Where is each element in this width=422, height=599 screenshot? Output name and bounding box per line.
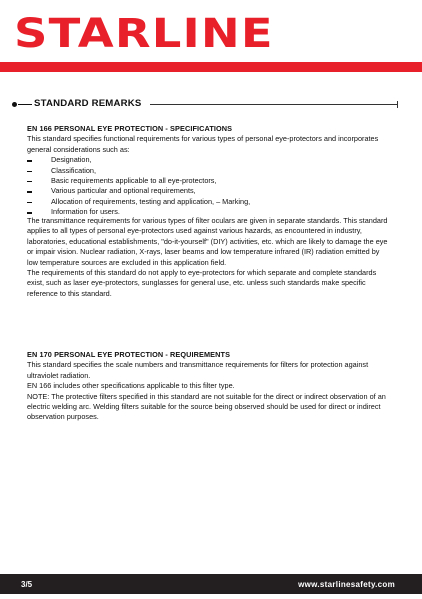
- section-rule-end: [397, 101, 398, 108]
- en170-block: [27, 350, 392, 423]
- en166-paragraph-3: The requirements of this standard do not apply to eye-protectors for which separate and complete standards exist, such as laser eye-protectors, sunglasses for general use, etc. unless such standards make specific reference to this standard.: [27, 268, 377, 298]
- en170-paragraph-2: EN 166 includes other specifications applicable to this filter type.: [27, 381, 235, 391]
- en166-heading: EN 166 PERSONAL EYE PROTECTION - SPECIFICATIONS: [27, 124, 233, 133]
- list-item: Classification,: [27, 166, 392, 176]
- en166-list: [27, 155, 392, 217]
- en166-block: [27, 124, 392, 218]
- header-red-band: [0, 62, 422, 72]
- en170-paragraph-3: NOTE: The protective filters specified in this standard are not suitable for the direct or indirect observation of an electric welding arc. Welding filters suitable for the source being observed should be used for direct or indirect observation purposes.: [27, 391, 386, 422]
- section-header: [10, 98, 402, 112]
- list-item: Information for users.: [27, 207, 392, 217]
- en170-paragraph-1: This standard specifies the scale numbers and transmittance requirements for filters for protection against ultraviolet radiation.: [27, 360, 369, 380]
- starline-logo: STARLINE: [14, 11, 274, 57]
- en166-intro: This standard specifies functional requirements for various types of personal eye-protectors and incorporates general considerations such as:: [27, 134, 379, 154]
- section-title: STANDARD REMARKS: [34, 98, 142, 109]
- list-item: Allocation of requirements, testing and application, – Marking,: [27, 197, 392, 207]
- bullet-dot-icon: [12, 102, 17, 107]
- section-rule: [150, 104, 398, 105]
- list-item: Designation,: [27, 155, 392, 165]
- en166-para2: [27, 216, 392, 299]
- en170-heading: EN 170 PERSONAL EYE PROTECTION - REQUIREMENTS: [27, 350, 231, 359]
- section-dash: [18, 104, 32, 105]
- page-number: 3/5: [21, 580, 33, 589]
- list-item: Basic requirements applicable to all eye-protectors,: [27, 176, 392, 186]
- en166-paragraph-2: The transmittance requirements for various types of filter oculars are given in separate standards. This standard applies to all types of personal eye-protectors used against various hazards, as encountered in industry, laboratories, educational establishments, "do-it-yourself" (DIY) activities, etc. which are likely to damage the eye or impair vision. Nuclear radiation, X-rays, laser beams and low temperature infrared (IR) radiation emitted by low temperature sources are excluded in this application field.: [27, 216, 388, 267]
- website-url[interactable]: www.starlinesafety.com: [298, 580, 395, 589]
- list-item: Various particular and optional requirements,: [27, 186, 392, 196]
